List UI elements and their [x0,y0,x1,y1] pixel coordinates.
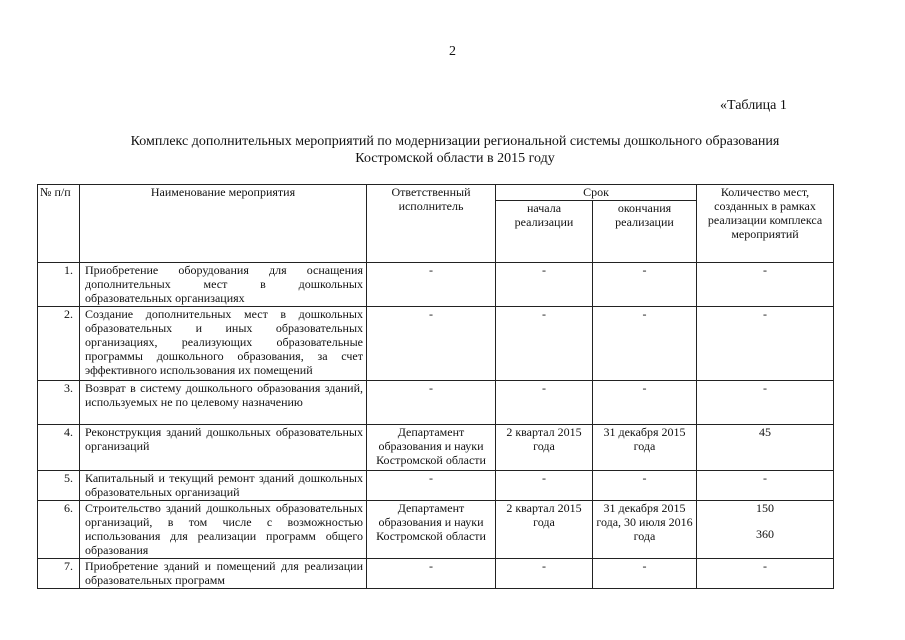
row-start: - [496,559,593,589]
header-name: Наименование мероприятия [80,185,367,263]
page-number: 2 [449,44,456,59]
row-name: Капитальный и текущий ремонт зданий дошкольных образовательных организаций [80,471,367,501]
row-responsible: Департамент образования и науки Костромской области [367,501,496,559]
row-end: - [593,381,697,425]
row-num: 5. [38,471,80,501]
row-start: 2 квартал 2015 года [496,501,593,559]
row-start: - [496,263,593,307]
row-end: 31 декабря 2015 года, 30 июля 2016 года [593,501,697,559]
row-name: Реконструкция зданий дошкольных образовательных организаций [80,425,367,471]
row-responsible: - [367,381,496,425]
measures-table [37,184,834,589]
table-row [38,263,834,307]
table-row [38,559,834,589]
title-line-2: Костромской области в 2015 году [355,151,555,166]
row-end: 31 декабря 2015 года [593,425,697,471]
header-start: начала реализации [496,201,593,263]
row-name: Создание дополнительных мест в дошкольных образовательных и иных образовательных организациях, реализующих образовательные программы дошкольного образования, за счет эффективного использования их помещений [80,307,367,381]
row-places [697,501,834,559]
row-places: - [697,263,834,307]
table-row [38,501,834,559]
row-places: - [697,381,834,425]
header-num: № п/п [38,185,80,263]
row-name: Приобретение оборудования для оснащения дополнительных мест в дошкольных образовательных организациях [80,263,367,307]
row-places: - [697,559,834,589]
row-num: 2. [38,307,80,381]
header-term: Срок [496,185,697,201]
header-row-1 [38,185,834,201]
table-row [38,307,834,381]
row-places-b: 360 [756,527,774,541]
row-start: - [496,307,593,381]
row-responsible: - [367,471,496,501]
row-responsible: Департамент образования и науки Костромской области [367,425,496,471]
row-places: - [697,471,834,501]
row-start: - [496,381,593,425]
row-name: Возврат в систему дошкольного образования зданий, используемых не по целевому назначению [80,381,367,425]
row-num: 4. [38,425,80,471]
row-responsible: - [367,307,496,381]
row-places: 45 [697,425,834,471]
row-num: 1. [38,263,80,307]
header-places: Количество мест, созданных в рамках реализации комплекса мероприятий [697,185,834,263]
row-num: 6. [38,501,80,559]
document-title [40,133,870,167]
row-responsible: - [367,559,496,589]
row-end: - [593,559,697,589]
table-row [38,381,834,425]
title-line-1: Комплекс дополнительных мероприятий по модернизации региональной системы дошкольного образования [130,134,780,149]
row-start: 2 квартал 2015 года [496,425,593,471]
row-end: - [593,307,697,381]
row-num: 3. [38,381,80,425]
header-end: окончания реализации [593,201,697,263]
table-label: «Таблица 1 [720,98,787,113]
row-name: Приобретение зданий и помещений для реализации образовательных программ [80,559,367,589]
row-end: - [593,471,697,501]
row-responsible: - [367,263,496,307]
row-end: - [593,263,697,307]
header-responsible: Ответственный исполнитель [367,185,496,263]
row-places-a: 150 [756,501,774,515]
row-places: - [697,307,834,381]
row-num: 7. [38,559,80,589]
row-name: Строительство зданий дошкольных образовательных организаций, в том числе с возможностью использования для реализации программ общего образования [80,501,367,559]
table-row [38,471,834,501]
table-row [38,425,834,471]
row-start: - [496,471,593,501]
